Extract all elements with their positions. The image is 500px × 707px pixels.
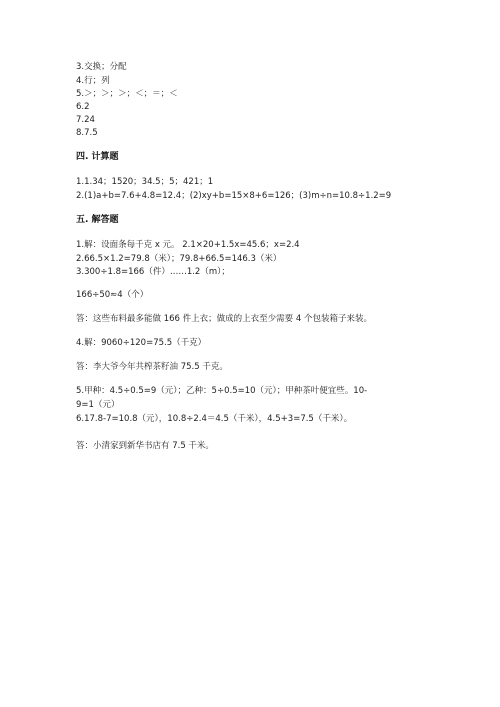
answer-statement-6: 答：小清家到新华书店有 7.5 千米。	[76, 441, 214, 451]
calculation-line-1: 1.1.34；1520；34.5；5；421；1	[76, 177, 214, 187]
solution-line-6-cont: 9=1（元）	[76, 400, 120, 410]
section-heading-calculation: 四. 计算题	[76, 152, 119, 162]
answer-line-7: 7.24	[76, 115, 95, 125]
answer-statement-4: 答：李大爷今年共榨茶籽油 75.5 千克。	[76, 362, 228, 372]
solution-line-3: 3.300÷1.8=166（件）……1.2（m）；	[76, 267, 230, 277]
answer-statement-3: 答：这些布料最多能做 166 件上衣；做成的上衣至少需要 4 个包装箱子来装。	[76, 314, 372, 324]
solution-line-6: 5.甲种：4.5÷0.5=9（元）；乙种：5÷0.5=10（元）；甲种茶叶便宜些。10-	[76, 386, 368, 396]
answer-line-6: 6.2	[76, 102, 90, 112]
solution-line-1: 1.解：设面条每千克 x 元。 2.1×20+1.5x=45.6；x=2.4	[76, 240, 300, 250]
solution-line-7: 6.17.8-7=10.8（元），10.8÷2.4＝4.5（千米），4.5+3=7.5（千米）。	[76, 414, 353, 424]
answer-line-8: 8.7.5	[76, 128, 98, 138]
solution-line-4: 166÷50≈4（个）	[76, 290, 149, 300]
answer-line-3: 3.交换；分配	[76, 62, 127, 72]
solution-line-5: 4.解：9060÷120=75.5（千克）	[76, 338, 207, 348]
solution-line-2: 2.66.5×1.2=79.8（米）；79.8+66.5=146.3（米）	[76, 254, 282, 264]
answer-line-5: 5.＞；＞；＞；＜；＝；＜	[76, 89, 178, 99]
answer-line-4: 4.行；列	[76, 76, 110, 86]
calculation-line-2: 2.(1)a+b=7.6+4.8=12.4；(2)xy+b=15×8+6=126；(3)m÷n=10.8÷1.2=9	[76, 191, 392, 201]
section-heading-word-problems: 五. 解答题	[76, 215, 119, 225]
